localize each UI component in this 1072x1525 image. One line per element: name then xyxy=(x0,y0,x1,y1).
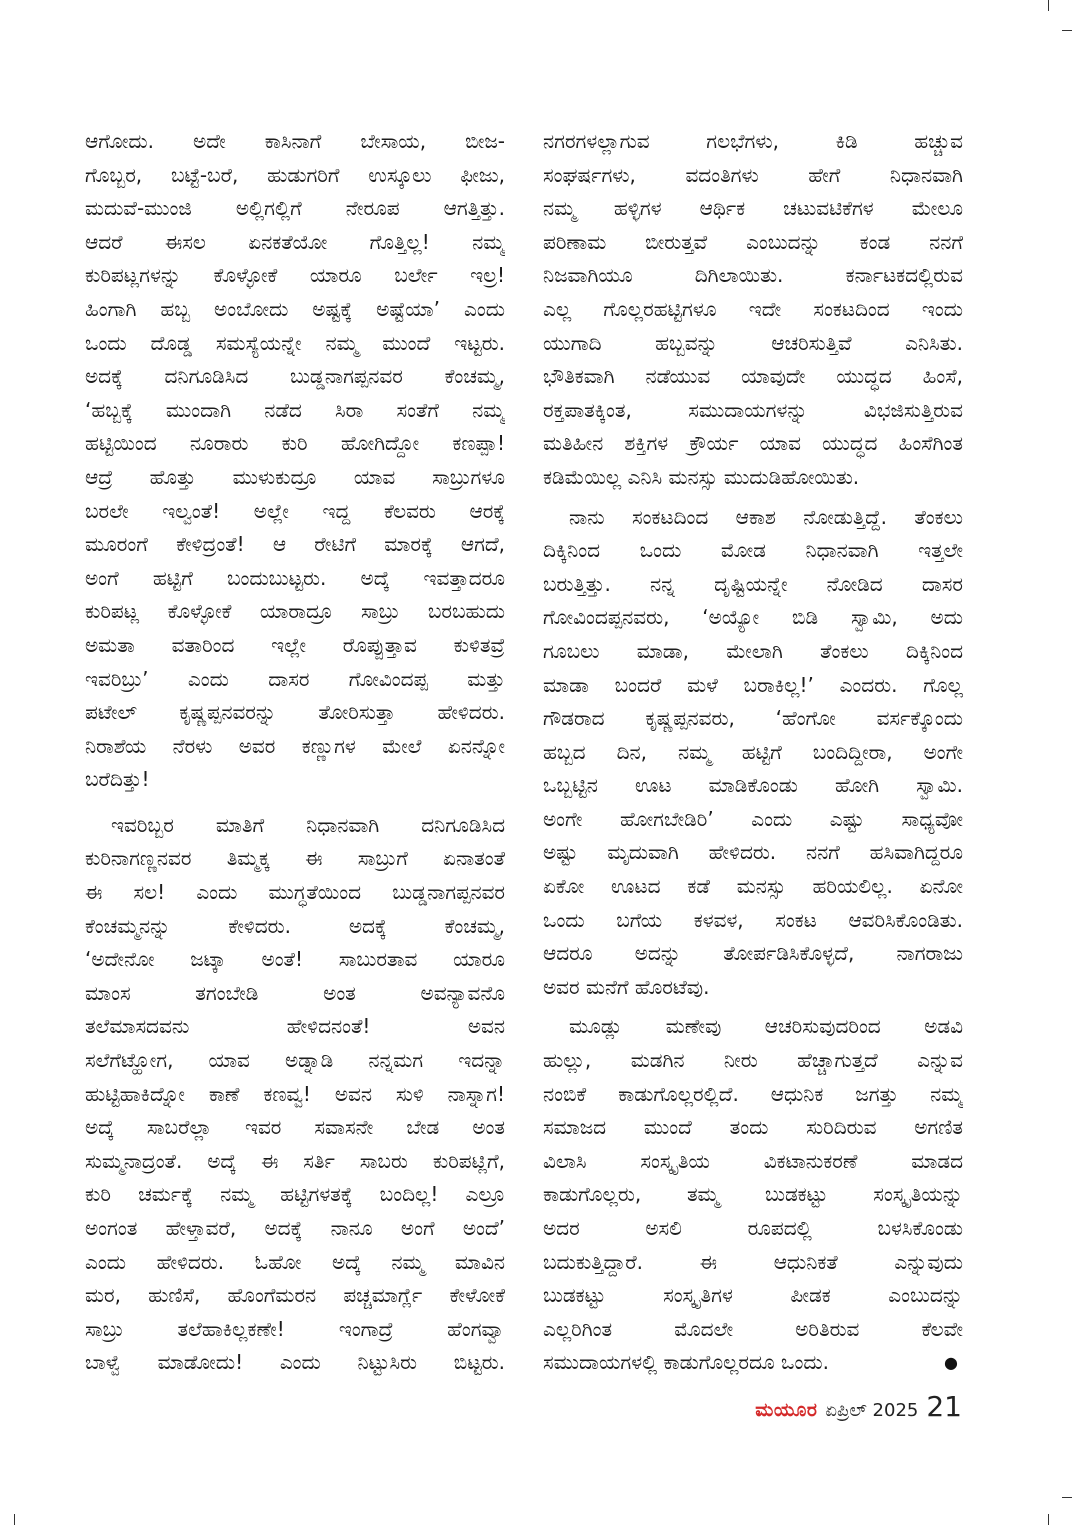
text-line: ಸಮಾಜದ ಮುಂದೆ ತಂದು ಸುರಿದಿರುವ ಅಗಣಿತ xyxy=(543,1115,963,1140)
text-line: ಗೌಡರಾದ ಕೃಷ್ಣಪ್ಪನವರು, ‘ಹೆಂಗೋ ವರ್ಸಕ್ಕೊಂದು xyxy=(543,706,963,731)
paragraph xyxy=(543,125,963,495)
text-line: ಕುರಿಪಟ್ಲಗಳನ್ನು ಕೊಳ್ಳೋಕೆ ಯಾರೂ ಬರ್ಲೇ ಇಲ್ರ! xyxy=(85,263,505,288)
text-line: ಸುಮ್ಮನಾದ್ರಂತೆ. ಅದ್ಕೆ ಈ ಸರ್ತಿ ಸಾಬರು ಕುರಿಪಟ್ಲಿಗೆ, xyxy=(85,1148,505,1173)
text-line: ಎಲ್ಲರಿಗಿಂತ ಮೊದಲೇ ಅರಿತಿರುವ ಕೆಲವೇ xyxy=(543,1316,963,1341)
text-line: ನಿರಾಶೆಯ ನೆರಳು ಅವರ ಕಣ್ಣುಗಳ ಮೇಲೆ ಏನನ್ನೋ xyxy=(85,733,505,758)
text-line: ಸಾಬ್ರು ತಲೆಹಾಕಿಲ್ಲಕಣೇ! ಇಂಗಾದ್ರೆ ಹೆಂಗವ್ವಾ xyxy=(85,1316,505,1341)
text-line: ಕುರಿನಾಗಣ್ಣನವರ ತಿಮ್ಮಕ್ಕ ಈ ಸಾಬ್ರುಗೆ ಏನಾತಂತೆ xyxy=(85,846,505,871)
text-line: ಎಂದು ಹೇಳಿದರು. ಓಹೋ ಅದ್ಕೆ ನಮ್ಮ ಮಾವಿನ xyxy=(85,1249,505,1274)
text-line: ಪರಿಣಾಮ ಬೀರುತ್ತವೆ ಎಂಬುದನ್ನು ಕಂಡ ನನಗೆ xyxy=(543,229,963,254)
text-line: ಆದರೂ ಅದನ್ನು ತೋರ್ಪಡಿಸಿಕೊಳ್ಳದೆ, ನಾಗರಾಜು xyxy=(543,941,963,966)
text-line: ಕುರಿ ಚರ್ಮಕ್ಕೆ ನಮ್ಮ ಹಟ್ಟಿಗಳತಕ್ಕೆ ಬಂದಿಲ್ಲ! ಎಲ್ರೂ xyxy=(85,1182,505,1207)
text-line: ಗೋವಿಂದಪ್ಪನವರು, ‘ಅಯ್ಯೋ ಬಿಡಿ ಸ್ವಾಮಿ, ಅದು xyxy=(543,605,963,630)
text-line: ಬಾಳ್ವೆ ಮಾಡೋದು! ಎಂದು ನಿಟ್ಟುಸಿರು ಬಿಟ್ಟರು. xyxy=(85,1350,505,1375)
text-line: ಅಂಗೆ ಹಟ್ಟಿಗೆ ಬಂದುಬುಟ್ಟರು. ಅದ್ಕೆ ಇವತ್ತಾದರೂ xyxy=(85,565,505,590)
text-line: ರಕ್ತಪಾತಕ್ಕಿಂತ, ಸಮುದಾಯಗಳನ್ನು ವಿಭಜಿಸುತ್ತಿರುವ xyxy=(543,397,963,422)
text-line: ಮಾಡಾ ಬಂದರೆ ಮಳೆ ಬರಾಕಿಲ್ಲ!’ ಎಂದರು. ಗೊಲ್ಲ xyxy=(543,672,963,697)
paragraph xyxy=(543,1010,963,1380)
text-line: ಬದುಕುತ್ತಿದ್ದಾರೆ. ಈ ಆಧುನಿಕತೆ ಎನ್ನುವುದು xyxy=(543,1249,963,1274)
text-line: ಅದರ ಅಸಲಿ ರೂಪದಲ್ಲಿ ಬಳಸಿಕೊಂಡು xyxy=(543,1216,963,1240)
text-line: ಕಡಿಮೆಯಿಲ್ಲ ಎನಿಸಿ ಮನಸ್ಸು ಮುದುಡಿಹೋಯಿತು. xyxy=(543,464,860,489)
text-line: ನಗರಗಳಲ್ಲಾಗುವ ಗಲಭೆಗಳು, ಕಿಡಿ ಹಚ್ಚುವ xyxy=(543,129,963,153)
text-line: ಮತಿಹೀನ ಶಕ್ತಿಗಳ ಕ್ರೌರ್ಯ ಯಾವ ಯುದ್ಧದ ಹಿಂಸೆಗಿಂತ xyxy=(543,431,963,456)
text-line: ಅಷ್ಟು ಮೃದುವಾಗಿ ಹೇಳಿದರು. ನನಗೆ ಹಸಿವಾಗಿದ್ದರೂ xyxy=(543,840,963,865)
text-line: ಒಂದು ದೊಡ್ಡ ಸಮಸ್ಯೆಯನ್ನೇ ನಮ್ಮ ಮುಂದೆ ಇಟ್ಟರು. xyxy=(85,330,505,355)
text-line: ‘ಅದೇನೋ ಜಟ್ಕಾ ಅಂತೆ! ಸಾಬುರತಾವ ಯಾರೂ xyxy=(85,947,505,972)
text-line: ಆಗೋದು. ಅದೇ ಕಾಸಿನಾಗೆ ಬೇಸಾಯ, ಬೀಜ- xyxy=(85,129,505,153)
text-line: ಪಟೇಲ್ ಕೃಷ್ಣಪ್ಪನವರನ್ನು ತೋರಿಸುತ್ತಾ ಹೇಳಿದರು. xyxy=(85,700,505,725)
paragraph xyxy=(85,809,505,1380)
text-line: ಒಬ್ಬಟ್ಟಿನ ಊಟ ಮಾಡಿಕೊಂಡು ಹೋಗಿ ಸ್ವಾಮಿ. xyxy=(543,773,963,798)
text-line: ಅದಕ್ಕೆ ದನಿಗೂಡಿಸಿದ ಬುಡ್ಡನಾಗಪ್ಪನವರ ಕೆಂಚಮ್ಮ, xyxy=(85,364,505,389)
text-line: ಇವರಿಬ್ಬರ ಮಾತಿಗೆ ನಿಧಾನವಾಗಿ ದನಿಗೂಡಿಸಿದ xyxy=(111,812,505,837)
text-line: ಹುಲ್ಲು, ಮಡಗಿನ ನೀರು ಹೆಚ್ಚಾಗುತ್ತದೆ ಎನ್ನುವ xyxy=(543,1048,963,1073)
paragraph xyxy=(543,501,963,1005)
column-left xyxy=(85,125,505,1380)
column-right xyxy=(543,125,963,1380)
issue-date: ಏಪ್ರಿಲ್ 2025 xyxy=(825,1400,919,1421)
text-line: ಹಬ್ಬದ ದಿನ, ನಮ್ಮ ಹಟ್ಟಿಗೆ ಬಂದಿದ್ದೀರಾ, ಅಂಗೇ xyxy=(543,739,963,764)
text-line: ಅಂಗಂತ ಹೇಳ್ತಾವರೆ, ಅದಕ್ಕೆ ನಾನೂ ಅಂಗೆ ಅಂದೆ’ xyxy=(85,1216,505,1240)
text-line: ಏಕೋ ಊಟದ ಕಡೆ ಮನಸ್ಸು ಹರಿಯಲಿಲ್ಲ. ಏನೋ xyxy=(543,874,963,899)
text-line: ನಂಬಿಕೆ ಕಾಡುಗೊಲ್ಲರಲ್ಲಿದೆ. ಆಧುನಿಕ ಜಗತ್ತು ನಮ್ಮ xyxy=(543,1081,963,1106)
text-line: ವಿಲಾಸಿ ಸಂಸ್ಕೃತಿಯ ವಿಕಟಾನುಕರಣೆ ಮಾಡದ xyxy=(543,1148,963,1173)
text-line: ಅಂಗೇ ಹೋಗಬೇಡಿರಿ’ ಎಂದು ಎಷ್ಟು ಸಾಧ್ಯವೋ xyxy=(543,806,963,831)
text-line: ನಮ್ಮ ಹಳ್ಳಿಗಳ ಆರ್ಥಿಕ ಚಟುವಟಿಕೆಗಳ ಮೇಲೂ xyxy=(543,196,963,221)
paragraph xyxy=(85,125,505,797)
text-line: ಭೌತಿಕವಾಗಿ ನಡೆಯುವ ಯಾವುದೇ ಯುದ್ಧದ ಹಿಂಸೆ, xyxy=(543,364,963,389)
text-line: ಈ ಸಲ! ಎಂದು ಮುಗ್ಧತೆಯಿಂದ ಬುಡ್ಡನಾಗಪ್ಪನವರ xyxy=(85,880,505,905)
text-line: ಎಲ್ಲ ಗೊಲ್ಲರಹಟ್ಟಿಗಳೂ ಇದೇ ಸಂಕಟದಿಂದ ಇಂದು xyxy=(543,296,963,321)
text-line: ದಿಕ್ಕಿನಿಂದ ಒಂದು ಮೋಡ ನಿಧಾನವಾಗಿ ಇತ್ತಲೇ xyxy=(543,538,963,563)
text-line: ಆದ್ರೆ ಹೊತ್ತು ಮುಳುಕುದ್ರೂ ಯಾವ ಸಾಬ್ರುಗಳೂ xyxy=(85,464,505,489)
text-line: ಅದ್ಕೆ ಸಾಬರೆಲ್ಲಾ ಇವರ ಸವಾಸನೇ ಬೇಡ ಅಂತ xyxy=(85,1115,505,1140)
text-line: ಹಿಂಗಾಗಿ ಹಬ್ಬ ಅಂಬೋದು ಅಷ್ಟಕ್ಕೆ ಅಷ್ಟೆಯಾ’ ಎಂದು xyxy=(85,296,505,321)
text-line: ಮದುವೆ-ಮುಂಜಿ ಅಲ್ಲಿಗಲ್ಲಿಗೆ ನೇರೂಪ ಆಗತ್ತಿತ್ತು. xyxy=(85,196,505,221)
text-line: ಸಂಘರ್ಷಗಳು, ವದಂತಿಗಳು ಹೇಗೆ ನಿಧಾನವಾಗಿ xyxy=(543,162,963,187)
text-line: ಗೂಬಲು ಮಾಡಾ, ಮೇಲಾಗಿ ತೆಂಕಲು ದಿಕ್ಕಿನಿಂದ xyxy=(543,638,963,663)
text-line: ಹುಟ್ಟಿಹಾಕಿದ್ನೋ ಕಾಣೆ ಕಣವ್ವ! ಅವನ ಸುಳಿ ನಾಸ್ನಾಗ! xyxy=(85,1081,505,1106)
text-line: ಸಲೆಗೆಟ್ಹೋಗ, ಯಾವ ಅಡ್ನಾಡಿ ನನ್ನಮಗ ಇದನ್ನಾ xyxy=(85,1048,505,1073)
crop-mark xyxy=(1048,1514,1049,1525)
text-line: ಗೊಬ್ಬರ, ಬಟ್ಟೆ-ಬರೆ, ಹುಡುಗರಿಗೆ ಉಸ್ಕೂಲು ಫೀಜು, xyxy=(85,162,505,187)
text-line: ಸಮುದಾಯಗಳಲ್ಲಿ ಕಾಡುಗೊಲ್ಲರದೂ ಒಂದು. xyxy=(543,1350,829,1375)
magazine-logo: ಮಯೂರ xyxy=(755,1399,818,1421)
page-footer xyxy=(755,1390,962,1428)
text-line: ಇವರಿಬ್ರು’ ಎಂದು ದಾಸರ ಗೋವಿಂದಪ್ಪ ಮತ್ತು xyxy=(85,666,505,691)
text-line: ಯುಗಾದಿ ಹಬ್ಬವನ್ನು ಆಚರಿಸುತ್ತಿವೆ ಎನಿಸಿತು. xyxy=(543,330,963,355)
text-line: ಹಟ್ಟಿಯಿಂದ ನೂರಾರು ಕುರಿ ಹೋಗಿದ್ದೋ ಕಣಪ್ಪಾ! xyxy=(85,431,505,456)
text-line: ‘ಹಬ್ಬಕ್ಕೆ ಮುಂದಾಗಿ ನಡೆದ ಸಿರಾ ಸಂತೆಗೆ ನಮ್ಮ xyxy=(85,397,505,422)
crop-mark xyxy=(1048,0,1049,11)
text-line: ಬರೆದಿತ್ತು! xyxy=(85,767,150,792)
text-line: ಅವರ ಮನೆಗೆ ಹೊರಟೆವು. xyxy=(543,974,710,999)
text-line: ಮಾಂಸ ತಗಂಬೇಡಿ ಅಂತ ಅವನ್ಯಾವನೊ xyxy=(85,980,505,1005)
text-line: ಕೆಂಚಮ್ಮನನ್ನು ಕೇಳಿದರು. ಅದಕ್ಕೆ ಕೆಂಚಮ್ಮ, xyxy=(85,913,505,938)
text-line: ನಿಜವಾಗಿಯೂ ದಿಗಿಲಾಯಿತು. ಕರ್ನಾಟಕದಲ್ಲಿರುವ xyxy=(543,263,963,288)
crop-mark xyxy=(14,1514,15,1525)
text-line: ಮರ, ಹುಣಿಸೆ, ಹೊಂಗೆಮರನ ಪಚ್ಚಮಾರ್ಗ್ಲೆ ಕೇಳೋಕೆ xyxy=(85,1283,505,1308)
text-line: ತಲೆಮಾಸದವನು ಹೇಳಿದನಂತೆ! ಅವನ xyxy=(85,1014,505,1039)
text-line: ಬುಡಕಟ್ಟು ಸಂಸ್ಕೃತಿಗಳ ಪೀಡಕ ಎಂಬುದನ್ನು xyxy=(543,1283,963,1308)
crop-mark xyxy=(1062,30,1072,31)
text-line: ಮೂಡ್ಲು ಮಣೇವು ಆಚರಿಸುವುದರಿಂದ ಅಡವಿ xyxy=(569,1014,963,1039)
text-line: ನಾನು ಸಂಕಟದಿಂದ ಆಕಾಶ ನೋಡುತ್ತಿದ್ದೆ. ತೆಂಕಲು xyxy=(569,504,963,529)
text-line: ಕಾಡುಗೊಲ್ಲರು, ತಮ್ಮ ಬುಡಕಟ್ಟು ಸಂಸ್ಕೃತಿಯನ್ನು xyxy=(543,1182,963,1207)
crop-mark xyxy=(1062,1497,1072,1498)
page-number: 21 xyxy=(926,1390,962,1423)
article-end-mark: ● xyxy=(944,1353,958,1372)
text-line: ಅಮತಾ ವತಾರಿಂದ ಇಲ್ಲೇ ರೊಪ್ಪುತ್ತಾವ ಕುಳಿತವ್ರೆ xyxy=(85,632,505,657)
text-line: ಬರಲೇ ಇಲ್ವಂತೆ! ಅಲ್ಲೇ ಇದ್ದ ಕೆಲವರು ಆರಕ್ಕೆ xyxy=(85,498,505,523)
text-line: ಕುರಿಪಟ್ಲ ಕೊಳ್ಳೋಕೆ ಯಾರಾದ್ರೂ ಸಾಬ್ರು ಬರಬಹುದು xyxy=(85,599,505,624)
text-line: ಆದರೆ ಈಸಲ ಏನಕತೆಯೋ ಗೊತ್ತಿಲ್ಲ! ನಮ್ಮ xyxy=(85,229,505,254)
text-line: ಒಂದು ಬಗೆಯ ಕಳವಳ, ಸಂಕಟ ಆವರಿಸಿಕೊಂಡಿತು. xyxy=(543,907,963,932)
text-line: ಬರುತ್ತಿತ್ತು. ನನ್ನ ದೃಷ್ಟಿಯನ್ನೇ ನೋಡಿದ ದಾಸರ xyxy=(543,571,963,596)
text-line: ಮೂರಂಗೆ ಕೇಳಿದ್ರಂತೆ! ಆ ರೇಟಿಗೆ ಮಾರಕ್ಕೆ ಆಗದೆ, xyxy=(85,532,505,557)
